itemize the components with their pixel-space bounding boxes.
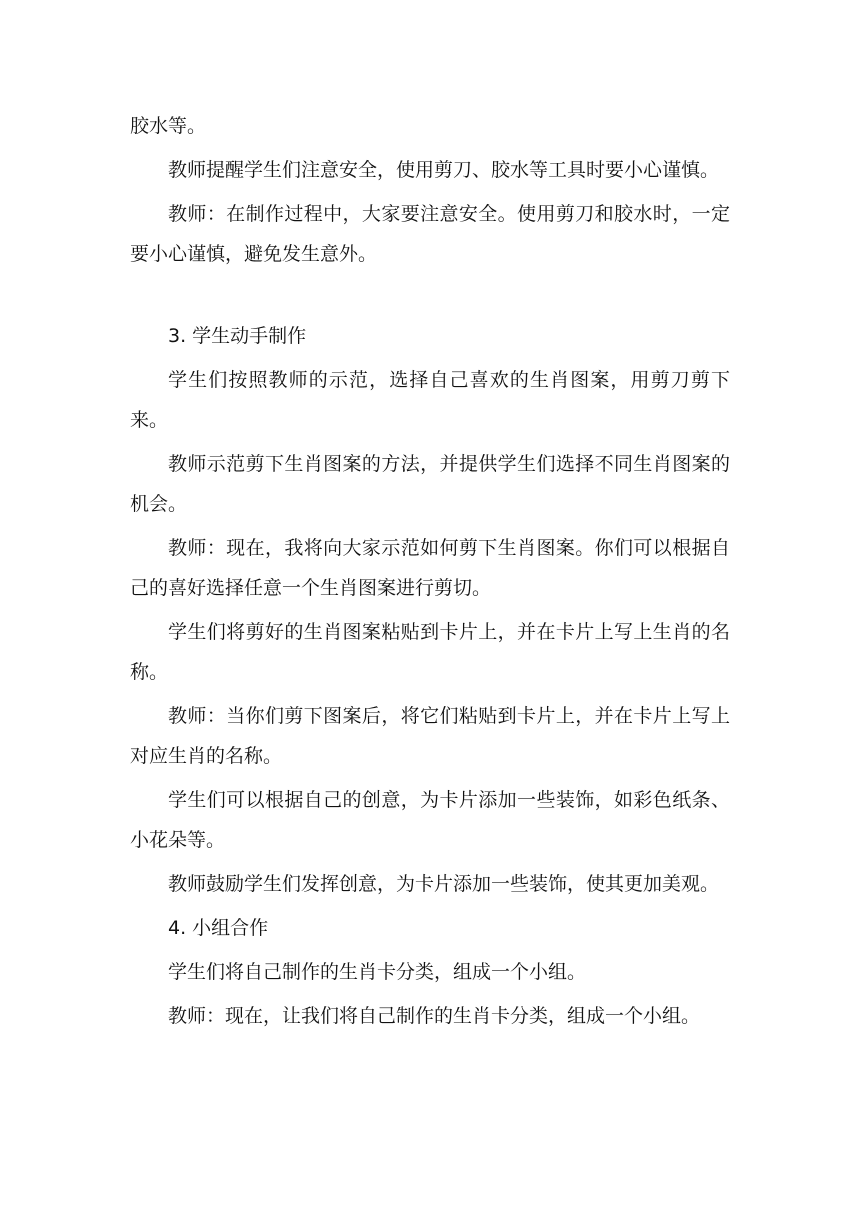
- paragraph: 学生们可以根据自己的创意，为卡片添加一些装饰，如彩色纸条、小花朵等。: [130, 789, 730, 851]
- paragraph: 教师：在制作过程中，大家要注意安全。使用剪刀和胶水时，一定要小心谨慎，避免发生意外。: [130, 203, 730, 265]
- paragraph: 教师提醒学生们注意安全，使用剪刀、胶水等工具时要小心谨慎。: [168, 159, 720, 181]
- paragraph: 胶水等。: [130, 115, 207, 137]
- section-heading: 3. 学生动手制作: [168, 325, 307, 347]
- paragraph: 学生们将自己制作的生肖卡分类，组成一个小组。: [168, 961, 587, 983]
- paragraph: 学生们将剪好的生肖图案粘贴到卡片上，并在卡片上写上生肖的名称。: [130, 621, 730, 683]
- paragraph: 教师示范剪下生肖图案的方法，并提供学生们选择不同生肖图案的机会。: [130, 453, 730, 515]
- section-gap: [130, 278, 730, 316]
- paragraph: 教师：当你们剪下图案后，将它们粘贴到卡片上，并在卡片上写上对应生肖的名称。: [130, 705, 730, 767]
- paragraph: 学生们按照教师的示范，选择自己喜欢的生肖图案，用剪刀剪下来。: [130, 369, 730, 431]
- section-heading: 4. 小组合作: [168, 917, 269, 939]
- paragraph: 教师鼓励学生们发挥创意，为卡片添加一些装饰，使其更加美观。: [168, 873, 720, 895]
- paragraph: 教师：现在，让我们将自己制作的生肖卡分类，组成一个小组。: [168, 1005, 701, 1027]
- document-body: [130, 106, 730, 1040]
- paragraph: 教师：现在，我将向大家示范如何剪下生肖图案。你们可以根据自己的喜好选择任意一个生肖图案进行剪切。: [130, 537, 730, 599]
